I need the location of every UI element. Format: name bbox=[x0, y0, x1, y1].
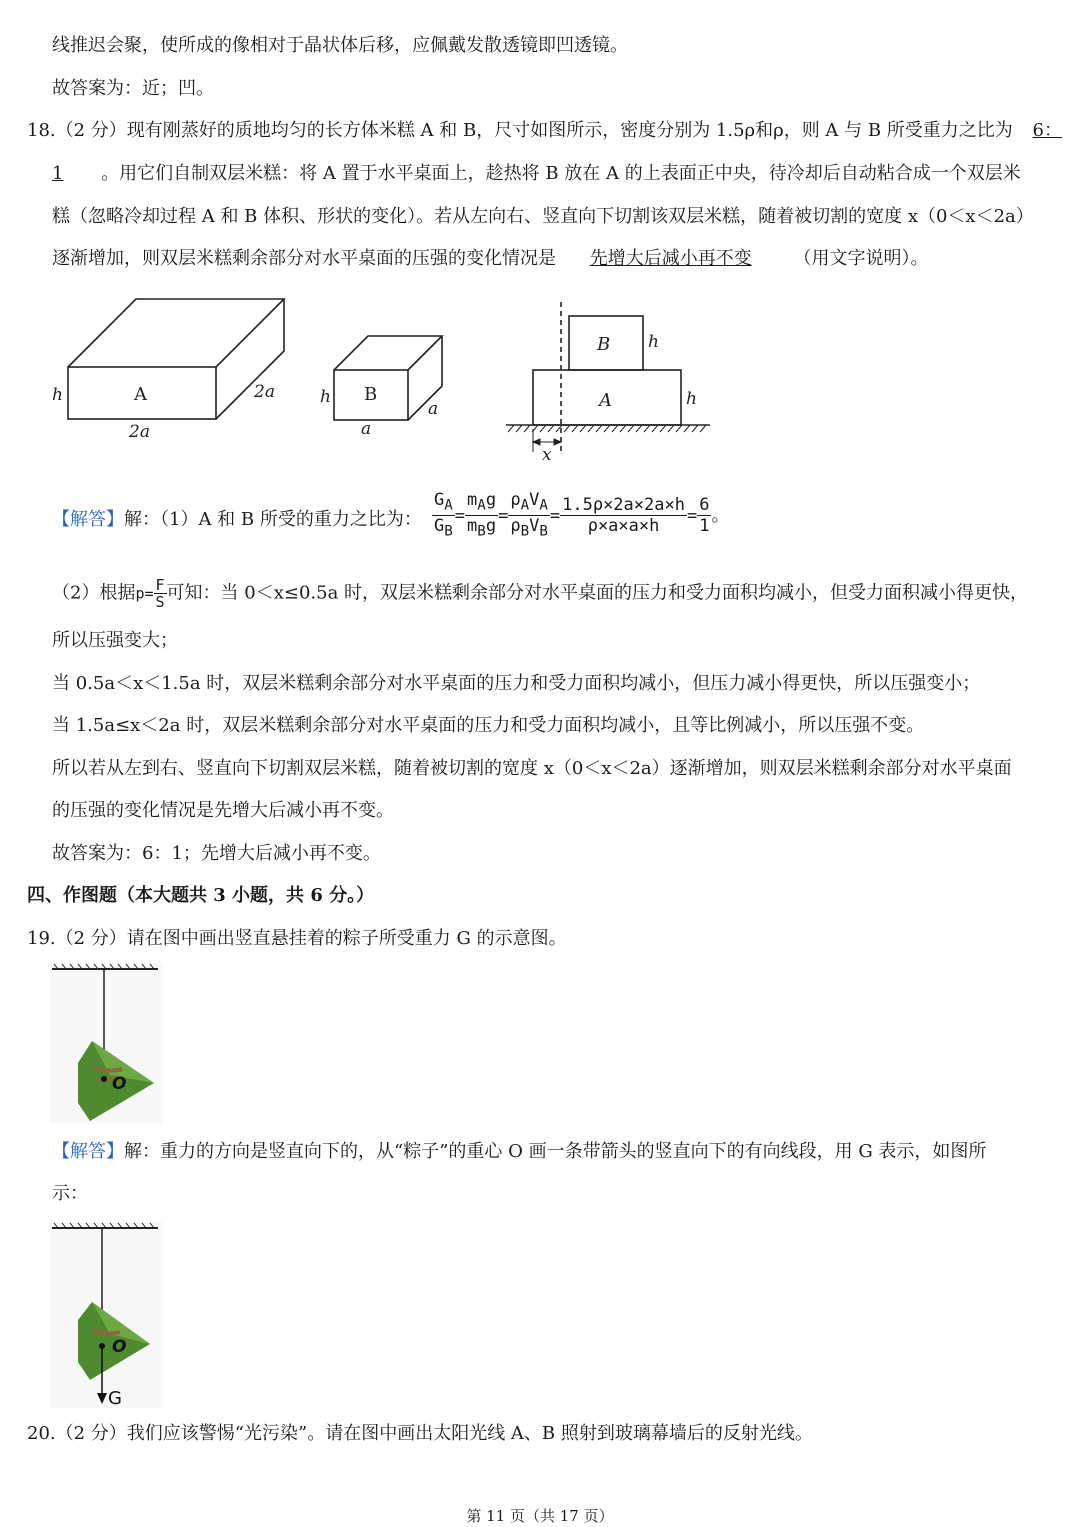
text-line: 线推迟会聚，使所成的像相对于晶状体后移，应佩戴发散透镜即凹透镜。 bbox=[52, 35, 628, 56]
text-line: 故答案为：近；凹。 bbox=[52, 78, 214, 99]
fraction-result: $\frac{6}{1}$ bbox=[699, 495, 710, 537]
text-line: 示： bbox=[52, 1183, 88, 1204]
center-of-gravity bbox=[101, 1076, 107, 1082]
fraction-g: $\frac{G_A}{G_B}$ bbox=[434, 490, 453, 540]
block-b-top bbox=[334, 336, 442, 370]
answer-blank-1: 6： bbox=[1032, 120, 1062, 141]
label-a-depth: a bbox=[428, 399, 439, 419]
fraction-mg: $\frac{m_Ag}{m_Bg}$ bbox=[467, 490, 497, 540]
label-o: O bbox=[112, 1337, 127, 1357]
section-heading: 四、作图题（本大题共 3 小题，共 6 分。） bbox=[27, 885, 375, 906]
block-a-top bbox=[68, 299, 284, 367]
cake-blocks-figure bbox=[48, 292, 718, 464]
question-18-text: 1 。用它们自制双层米糕：将 A 置于水平桌面上，趁热将 B 放在 A 的上表面正中央，待冷却后自动粘合成一个双层米 bbox=[52, 163, 1021, 184]
text-line: 所以压强变大； bbox=[52, 630, 178, 651]
question-20-text: 20.（2 分）我们应该警惕“光污染”。请在图中画出太阳光线 A、B 照射到玻璃幕墙后的反射光线。 bbox=[27, 1423, 813, 1444]
page-footer: 第 11 页（共 17 页） bbox=[466, 1507, 614, 1525]
solution-tag: 【解答】 bbox=[52, 1141, 124, 1162]
label-o: O bbox=[112, 1074, 127, 1094]
text-line: 所以若从左到右、竖直向下切割双层米糕，随着被切割的宽度 x（0＜x＜2a）逐渐增加，则双层米糕剩余部分对水平桌面 bbox=[52, 758, 1012, 779]
text-line: 当 1.5a≤x＜2a 时，双层米糕剩余部分对水平桌面的压力和受力面积均减小，且等比例减小，所以压强不变。 bbox=[52, 715, 925, 736]
solution-18-part1: 【解答】解：（1）A 和 B 所受的重力之比为： bbox=[52, 509, 422, 530]
fraction-values: $\frac{1.5\rho\times 2a\times 2a\times h}{\rho\times a\times a\times h}$ bbox=[562, 495, 685, 537]
stack-label-h-b: h bbox=[648, 332, 659, 352]
question-18-text: 18.（2 分）现有刚蒸好的质地均匀的长方体米糕 A 和 B，尺寸如图所示，密度分别为 1.5ρ和ρ，则 A 与 B 所受重力之比为 6： bbox=[27, 120, 1062, 141]
answer-blank-1b: 1 bbox=[52, 163, 64, 184]
label-2a: 2a bbox=[129, 422, 150, 442]
label-a: A bbox=[134, 384, 147, 405]
solution-tag: 【解答】 bbox=[52, 509, 124, 530]
solution-19: 【解答】解：重力的方向是竖直向下的，从“粽子”的重心 O 画一条带箭头的竖直向下的有向线段，用 G 表示，如图所 bbox=[52, 1141, 987, 1162]
fraction-rhov: $\frac{\rho_AV_A}{\rho_BV_B}$ bbox=[510, 490, 548, 540]
gravity-ratio-formula: $\frac{G_A}{G_B}$ = $\frac{m_Ag}{m_Bg}$ = $\frac{\rho_AV_A}{\rho_BV_B}$ = $\frac{1.5\rho\times 2a\times 2a\times h}{\rho\times a\times a\times h}$ = $\frac{6}{1}$ 。 bbox=[434, 490, 730, 540]
question-19-text: 19.（2 分）请在图中画出竖直悬挂着的粽子所受重力 G 的示意图。 bbox=[27, 928, 567, 949]
stack-label-h-a: h bbox=[686, 389, 697, 409]
label-h: h bbox=[52, 385, 63, 405]
answer-blank-2: 先增大后减小再不变 bbox=[589, 248, 752, 269]
label-g: G bbox=[108, 1388, 122, 1408]
text-line: 故答案为：6：1；先增大后减小再不变。 bbox=[52, 843, 381, 864]
text-line: 的压强的变化情况是先增大后减小再不变。 bbox=[52, 800, 394, 821]
question-18-text: 逐渐增加，则双层米糕剩余部分对水平桌面的压强的变化情况是 先增大后减小再不变 （用文字说明）。 bbox=[52, 248, 929, 269]
label-2a-depth: 2a bbox=[254, 382, 275, 402]
label-h-b: h bbox=[320, 387, 331, 407]
label-b: B bbox=[364, 384, 378, 405]
fraction-pressure: $\frac{F}{S}$ bbox=[155, 576, 165, 611]
stack-label-a: A bbox=[599, 390, 612, 411]
question-18-text: 糕（忽略冷却过程 A 和 B 体积、形状的变化）。若从左向右、竖直向下切割该双层米糕，随着被切割的宽度 x（0＜x＜2a） bbox=[52, 206, 1034, 227]
solution-18-part2: （2）根据p= $\frac{F}{S}$ 可知：当 0＜x≤0.5a 时，双层米糕剩余部分对水平桌面的压力和受力面积均减小，但受力面积减小得更快， bbox=[52, 576, 1029, 611]
zongzi-figure bbox=[50, 963, 162, 1123]
label-a-width: a bbox=[361, 419, 372, 439]
stack-label-b: B bbox=[597, 334, 611, 355]
text-line: 当 0.5a＜x＜1.5a 时，双层米糕剩余部分对水平桌面的压力和受力面积均减小，但压力减小得更快，所以压强变小； bbox=[52, 673, 981, 694]
label-x: x bbox=[542, 445, 552, 464]
zongzi-answer-figure bbox=[50, 1222, 162, 1408]
